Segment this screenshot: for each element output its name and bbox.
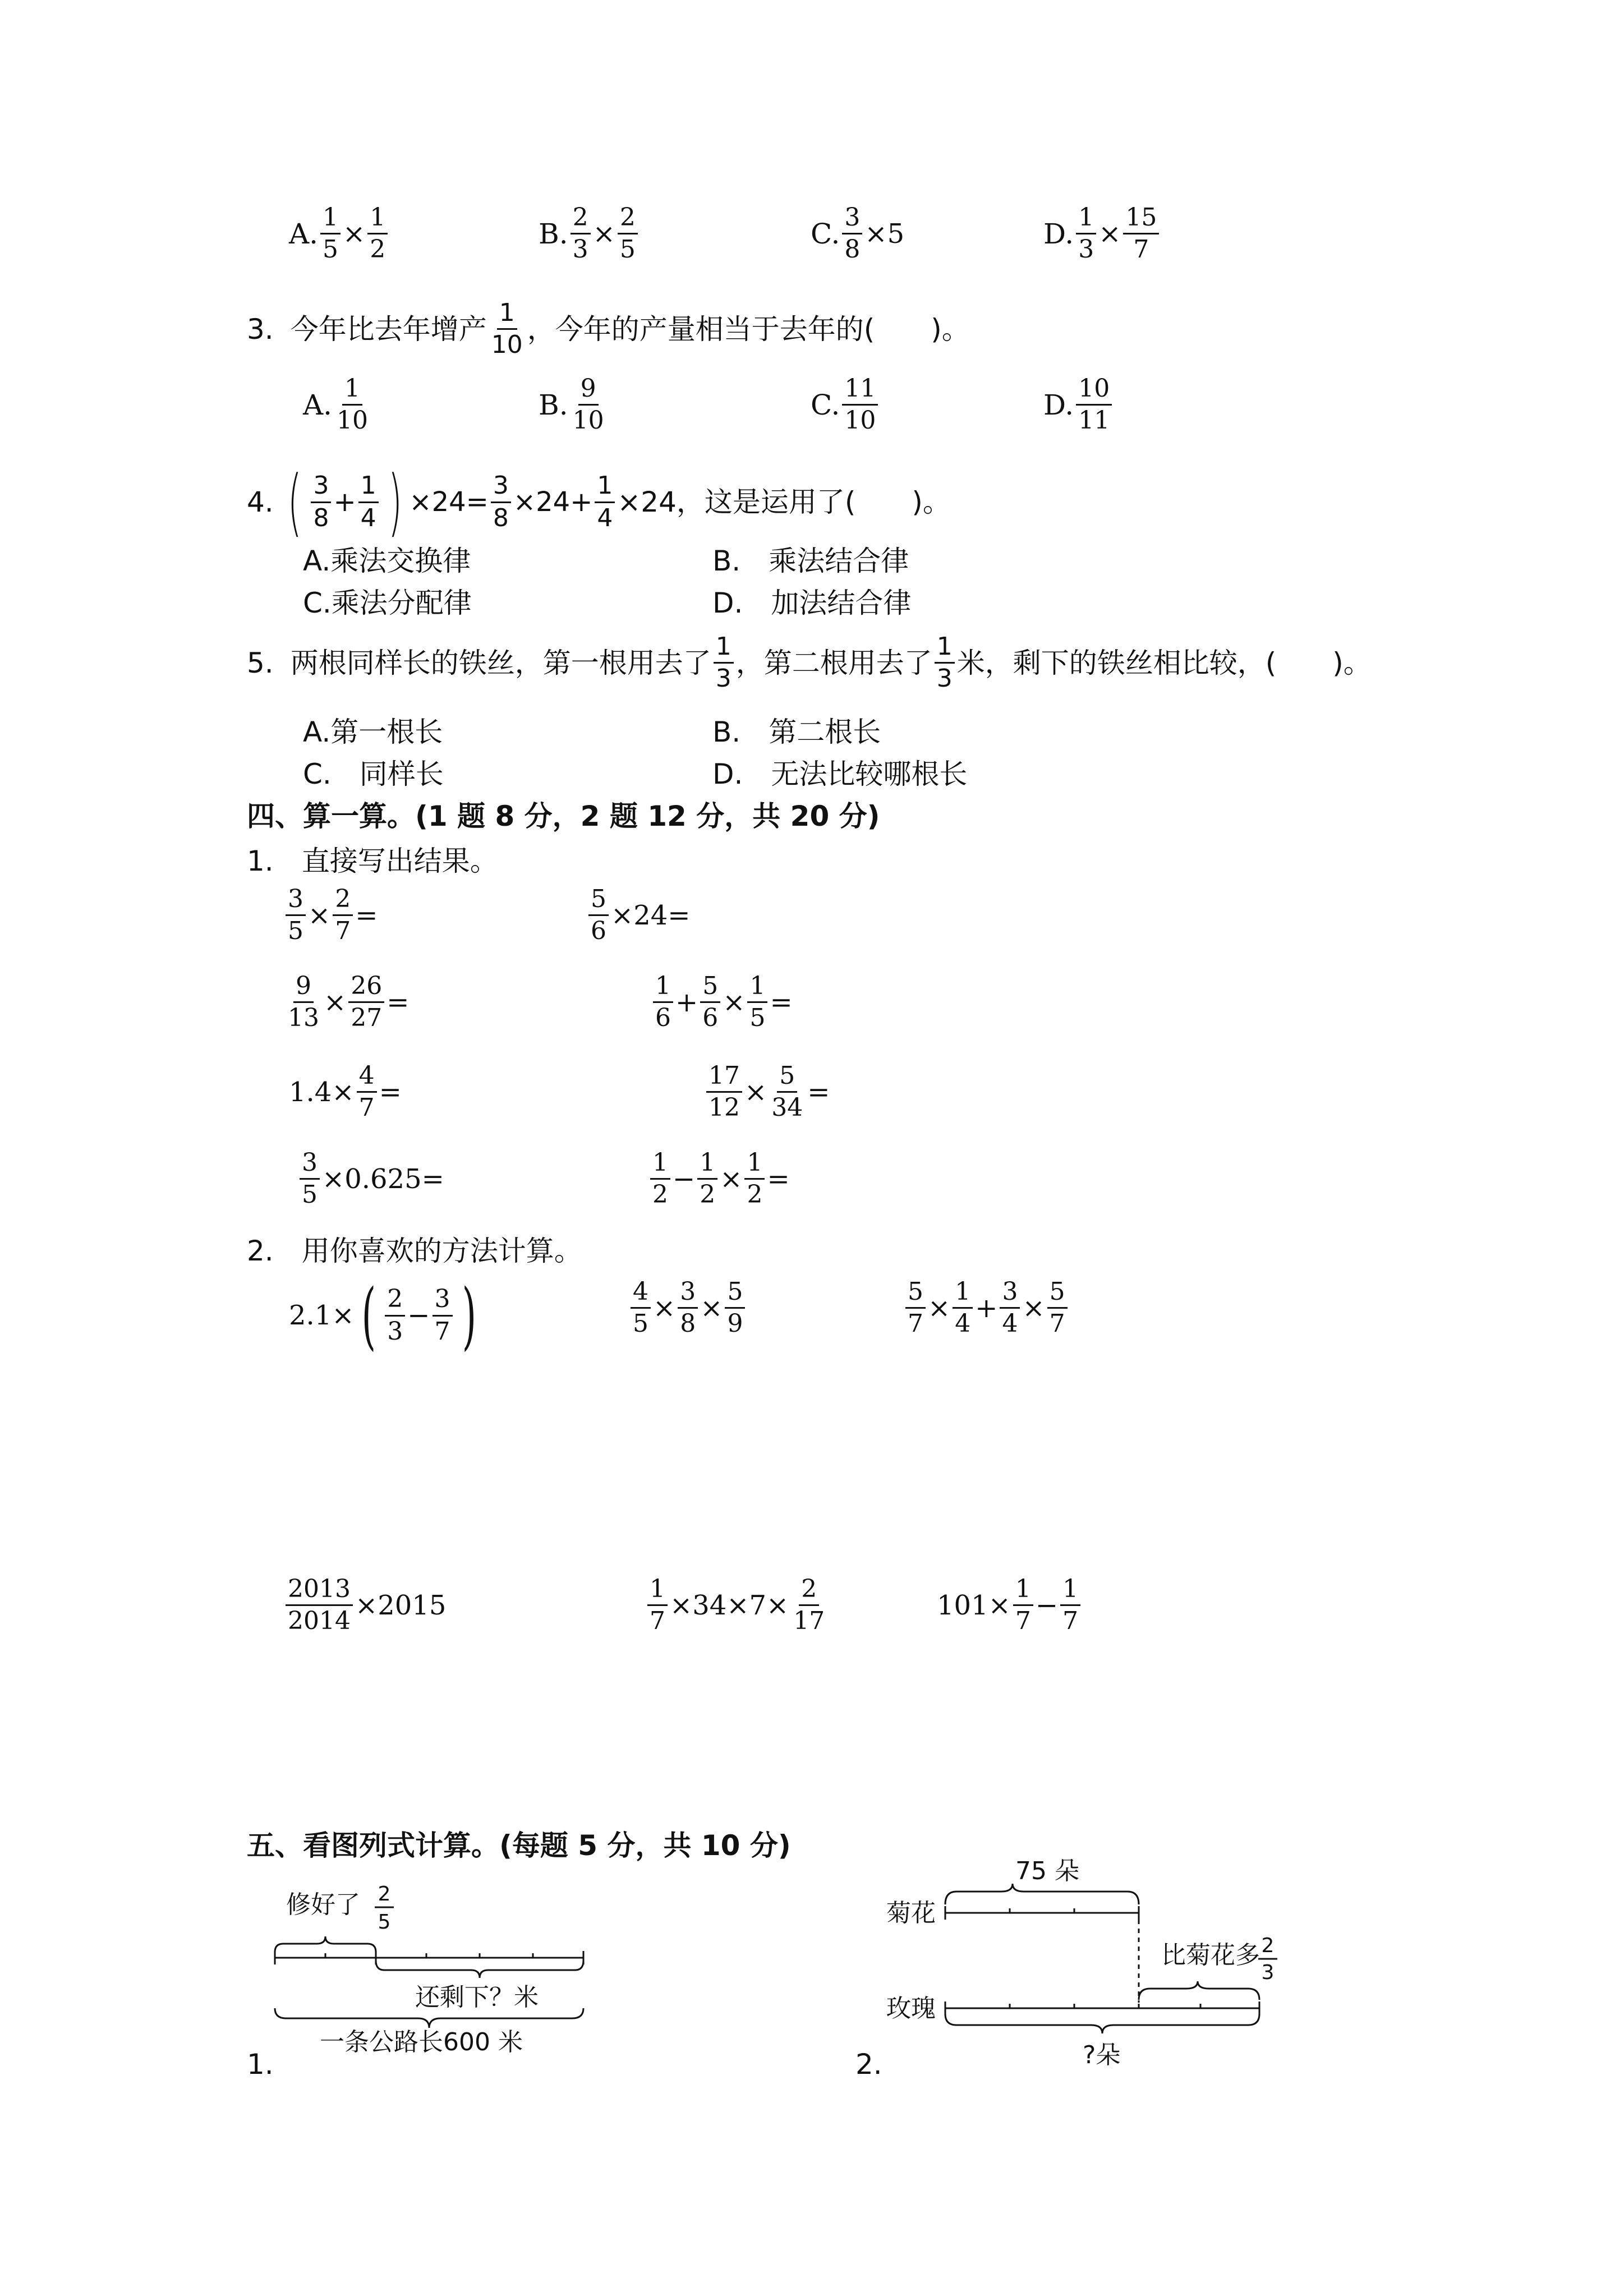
section-4-part-1: 1. 直接写出结果。 xyxy=(247,845,498,877)
fraction: $\frac{1}{3}$ xyxy=(714,634,734,692)
direct-calc-8: $\frac{1}{2}$ − $\frac{1}{2}$ × $\frac{1}{2}$ = xyxy=(648,1150,790,1208)
fraction: $\frac{1}{5}$ xyxy=(747,973,767,1031)
fraction: $\frac{3}{8}$ xyxy=(491,473,511,531)
fraction: $\frac{2}{17}$ xyxy=(793,1575,825,1636)
q2-option-d: D. $\frac{1}{3}$ × $\frac{15}{7}$ xyxy=(1043,205,1161,263)
repaired-label: 修好了 xyxy=(286,1890,360,1919)
fraction: $\frac{1}{3}$ xyxy=(1076,205,1096,263)
fraction: $\frac{5}{34}$ xyxy=(771,1061,803,1122)
rose-total-label: ?朵 xyxy=(1083,2041,1121,2069)
calc-expr-3: $\frac{5}{7}$ × $\frac{1}{4}$ + $\frac{3}{4}$ × $\frac{5}{7}$ xyxy=(903,1279,1070,1337)
fraction: $\frac{2013}{2014}$ xyxy=(286,1576,353,1634)
question-5: 5. 两根同样长的铁丝，第一根用去了 $\frac{1}{3}$ ，第二根用去了 $\frac{1}{3}$ 米，剩下的铁丝相比较，( )。 xyxy=(247,632,1372,693)
direct-calc-7: $\frac{3}{5}$ ×0.625= xyxy=(297,1150,444,1208)
diagram-1-number: 1. xyxy=(247,2048,274,2081)
q5-option-a: A.第一根长 xyxy=(303,716,443,748)
q5-option-b: B. 第二根长 xyxy=(712,716,881,748)
q4-option-c: C.乘法分配律 xyxy=(303,587,472,619)
q3-option-b: B. $\frac{9}{10}$ xyxy=(539,376,609,434)
q4-option-b: B. 乘法结合律 xyxy=(712,545,909,577)
remaining-label: 还剩下？米 xyxy=(415,1983,539,2012)
q2-option-a: A. $\frac{1}{5}$ × $\frac{1}{2}$ xyxy=(289,205,390,263)
calc-expr-1: 2.1× ( $\frac{2}{3}$ − $\frac{3}{7}$ ) xyxy=(289,1273,476,1358)
fraction: $\frac{5}{6}$ xyxy=(700,973,720,1031)
svg-text:2: 2 xyxy=(1261,1934,1275,1957)
fraction: $\frac{5}{6}$ xyxy=(588,886,609,944)
fraction: $\frac{1}{4}$ xyxy=(953,1279,973,1337)
fraction: $\frac{1}{10}$ xyxy=(491,298,523,360)
fraction: $\frac{5}{9}$ xyxy=(725,1279,745,1337)
fraction: $\frac{9}{10}$ xyxy=(572,374,604,435)
q2-option-b: B. $\frac{2}{3}$ × $\frac{2}{5}$ xyxy=(539,205,640,263)
svg-text:5: 5 xyxy=(378,1911,391,1934)
direct-calc-5: 1.4× $\frac{4}{7}$ = xyxy=(289,1061,402,1122)
fraction: $\frac{26}{27}$ xyxy=(348,973,384,1031)
svg-text:3: 3 xyxy=(1261,1961,1275,1984)
fraction: $\frac{1}{5}$ xyxy=(320,205,341,263)
q5-option-c: C. 同样长 xyxy=(303,758,444,790)
q4-option-d: D. 加法结合律 xyxy=(712,587,912,619)
fraction: $\frac{1}{2}$ xyxy=(744,1150,765,1208)
direct-calc-6: $\frac{17}{12}$ × $\frac{5}{34}$ = xyxy=(704,1063,830,1121)
q5-option-d: D. 无法比较哪根长 xyxy=(712,758,968,790)
fraction: $\frac{1}{10}$ xyxy=(337,374,369,435)
fraction: $\frac{15}{7}$ xyxy=(1123,205,1159,263)
direct-calc-1: $\frac{3}{5}$ × $\frac{2}{7}$ = xyxy=(283,886,378,944)
fraction: $\frac{4}{7}$ xyxy=(357,1063,377,1121)
fraction: $\frac{2}{3}$ xyxy=(385,1286,405,1344)
direct-calc-3: $\frac{9}{13}$ × $\frac{26}{27}$ = xyxy=(283,973,409,1031)
fraction: $\frac{1}{2}$ xyxy=(650,1150,670,1208)
chrysanthemum-count-label: 75 朵 xyxy=(1015,1857,1079,1885)
calc-expr-6: 101× $\frac{1}{7}$ − $\frac{1}{7}$ xyxy=(937,1576,1083,1634)
fraction: $\frac{1}{2}$ xyxy=(367,205,388,263)
fraction: $\frac{17}{12}$ xyxy=(706,1063,742,1121)
fraction: $\frac{2}{3}$ xyxy=(571,205,591,263)
fraction: $\frac{1}{4}$ xyxy=(595,473,615,531)
fraction: $\frac{1}{7}$ xyxy=(647,1576,668,1634)
section-5-title: 五、看图列式计算。(每题 5 分，共 10 分) xyxy=(247,1829,791,1862)
total-length-label: 一条公路长600 米 xyxy=(320,2028,523,2053)
fraction: $\frac{1}{2}$ xyxy=(697,1150,717,1208)
fraction: $\frac{3}{5}$ xyxy=(300,1150,320,1208)
calc-expr-4: $\frac{2013}{2014}$ ×2015 xyxy=(283,1576,446,1634)
diagram-2-number: 2. xyxy=(855,2048,882,2081)
fraction: $\frac{1}{4}$ xyxy=(358,473,379,531)
question-3: 3. 今年比去年增产 $\frac{1}{10}$ ，今年的产量相当于去年的( )。 xyxy=(247,298,970,360)
fraction: $\frac{3}{7}$ xyxy=(433,1286,453,1344)
fraction: $\frac{1}{7}$ xyxy=(1060,1576,1080,1634)
fraction: $\frac{5}{7}$ xyxy=(905,1279,926,1337)
fraction: $\frac{3}{4}$ xyxy=(1000,1279,1020,1337)
more-than-label: 比菊花多 xyxy=(1161,1941,1260,1970)
fraction: $\frac{3}{5}$ xyxy=(286,886,306,944)
fraction: $\frac{1}{3}$ xyxy=(935,634,955,692)
fraction: $\frac{3}{8}$ xyxy=(678,1279,698,1337)
q3-option-c: C. $\frac{11}{10}$ xyxy=(811,376,880,434)
calc-expr-2: $\frac{4}{5}$ × $\frac{3}{8}$ × $\frac{5}{9}$ xyxy=(628,1279,747,1337)
fraction: $\frac{4}{5}$ xyxy=(631,1279,651,1337)
fraction: $\frac{2}{7}$ xyxy=(333,886,353,944)
q3-option-d: D. $\frac{10}{11}$ xyxy=(1043,376,1114,434)
fraction: $\frac{11}{10}$ xyxy=(842,376,878,434)
fraction: $\frac{9}{13}$ xyxy=(288,972,319,1033)
q4-option-a: A.乘法交换律 xyxy=(303,545,471,577)
fraction: $\frac{10}{11}$ xyxy=(1076,376,1112,434)
fraction: $\frac{1}{7}$ xyxy=(1013,1576,1033,1634)
chrysanthemum-label: 菊花 xyxy=(886,1899,936,1927)
direct-calc-4: $\frac{1}{6}$ + $\frac{5}{6}$ × $\frac{1}{5}$ = xyxy=(651,973,793,1031)
section-4-title: 四、算一算。(1 题 8 分，2 题 12 分，共 20 分) xyxy=(247,800,880,832)
fraction: $\frac{3}{8}$ xyxy=(842,205,862,263)
svg-text:2: 2 xyxy=(378,1883,391,1906)
calc-expr-5: $\frac{1}{7}$ ×34×7× $\frac{2}{17}$ xyxy=(645,1576,829,1634)
rose-label: 玫瑰 xyxy=(886,1994,936,2023)
diagram-2-flowers xyxy=(875,1851,1301,2076)
q3-option-a: A. $\frac{1}{10}$ xyxy=(303,376,372,434)
fraction: $\frac{2}{5}$ xyxy=(618,205,638,263)
fraction: $\frac{3}{8}$ xyxy=(311,473,331,531)
q2-option-c: C. $\frac{3}{8}$ ×5 xyxy=(811,203,905,264)
diagram-1-road xyxy=(264,1868,611,2053)
section-4-part-2: 2. 用你喜欢的方法计算。 xyxy=(247,1235,582,1267)
direct-calc-2: $\frac{5}{6}$ ×24= xyxy=(586,886,691,944)
fraction: $\frac{5}{7}$ xyxy=(1047,1279,1068,1337)
fraction: $\frac{1}{6}$ xyxy=(653,973,673,1031)
question-4: 4. ( $\frac{3}{8}$ + $\frac{1}{4}$ ) ×24= $\frac{3}{8}$ ×24+ $\frac{1}{4}$ ×24，这是运用了( )。 xyxy=(247,459,951,545)
